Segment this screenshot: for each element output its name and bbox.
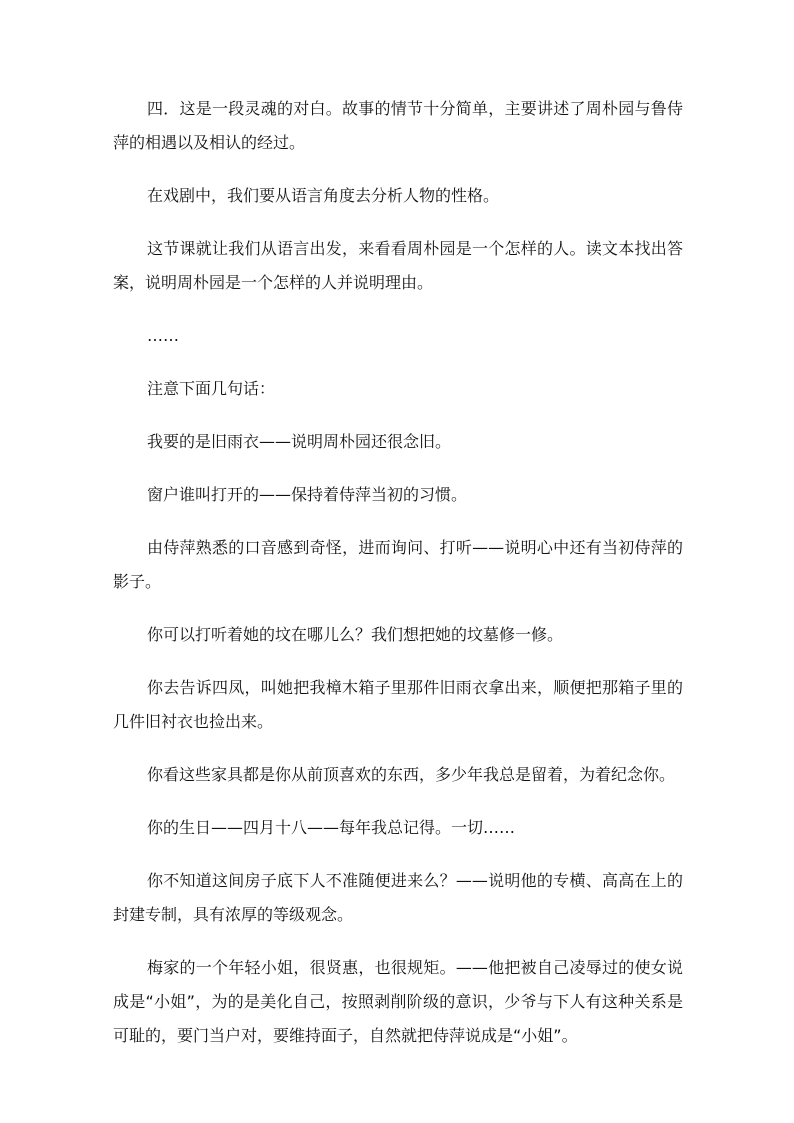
paragraph-3: 这节课就让我们从语言出发，来看看周朴园是一个怎样的人。读文本找出答案，说明周朴园是一个怎样的人并说明理由。 — [113, 239, 683, 292]
paragraph-1: 四．这是一段灵魂的对白。故事的情节十分简单，主要讲述了周朴园与鲁侍萍的相遇以及相认的经过。 — [113, 99, 683, 152]
paragraph-2: 在戏剧中，我们要从语言角度去分析人物的性格。 — [147, 186, 500, 205]
paragraph-11: 你看这些家具都是你从前顶喜欢的东西，多少年我总是留着，为着纪念你。 — [147, 765, 676, 784]
paragraph-10: 你去告诉四凤，叫她把我樟木箱子里那件旧雨衣拿出来，顺便把那箱子里的几件旧衬衣也捡出来。 — [113, 678, 683, 731]
paragraph-4: …… — [147, 326, 179, 345]
paragraph-8: 由侍萍熟悉的口音感到奇怪，进而询问、打听——说明心中还有当初侍萍的影子。 — [113, 538, 683, 591]
paragraph-14: 梅家的一个年轻小姐，很贤惠，也很规矩。——他把被自己凌辱过的使女说成是“小姐”，为的是美化自己，按照剥削阶级的意识，少爷与下人有这种关系是可耻的，要门当户对，要维持面子，自然就把侍萍说成是“小姐”。 — [113, 958, 683, 1045]
paragraph-6: 我要的是旧雨衣——说明周朴园还很念旧。 — [147, 432, 452, 451]
paragraph-12: 你的生日——四月十八——每年我总记得。一切…… — [147, 818, 516, 837]
paragraph-13: 你不知道这间房子底下人不准随便进来么？——说明他的专横、高高在上的封建专制，具有浓厚的等级观念。 — [113, 871, 683, 924]
paragraph-9: 你可以打听着她的坟在哪儿么？我们想把她的坟墓修一修。 — [147, 625, 564, 644]
paragraph-5: 注意下面几句话： — [147, 379, 276, 398]
document-body — [113, 92, 683, 1072]
paragraph-7: 窗户谁叫打开的——保持着侍萍当初的习惯。 — [147, 485, 468, 504]
